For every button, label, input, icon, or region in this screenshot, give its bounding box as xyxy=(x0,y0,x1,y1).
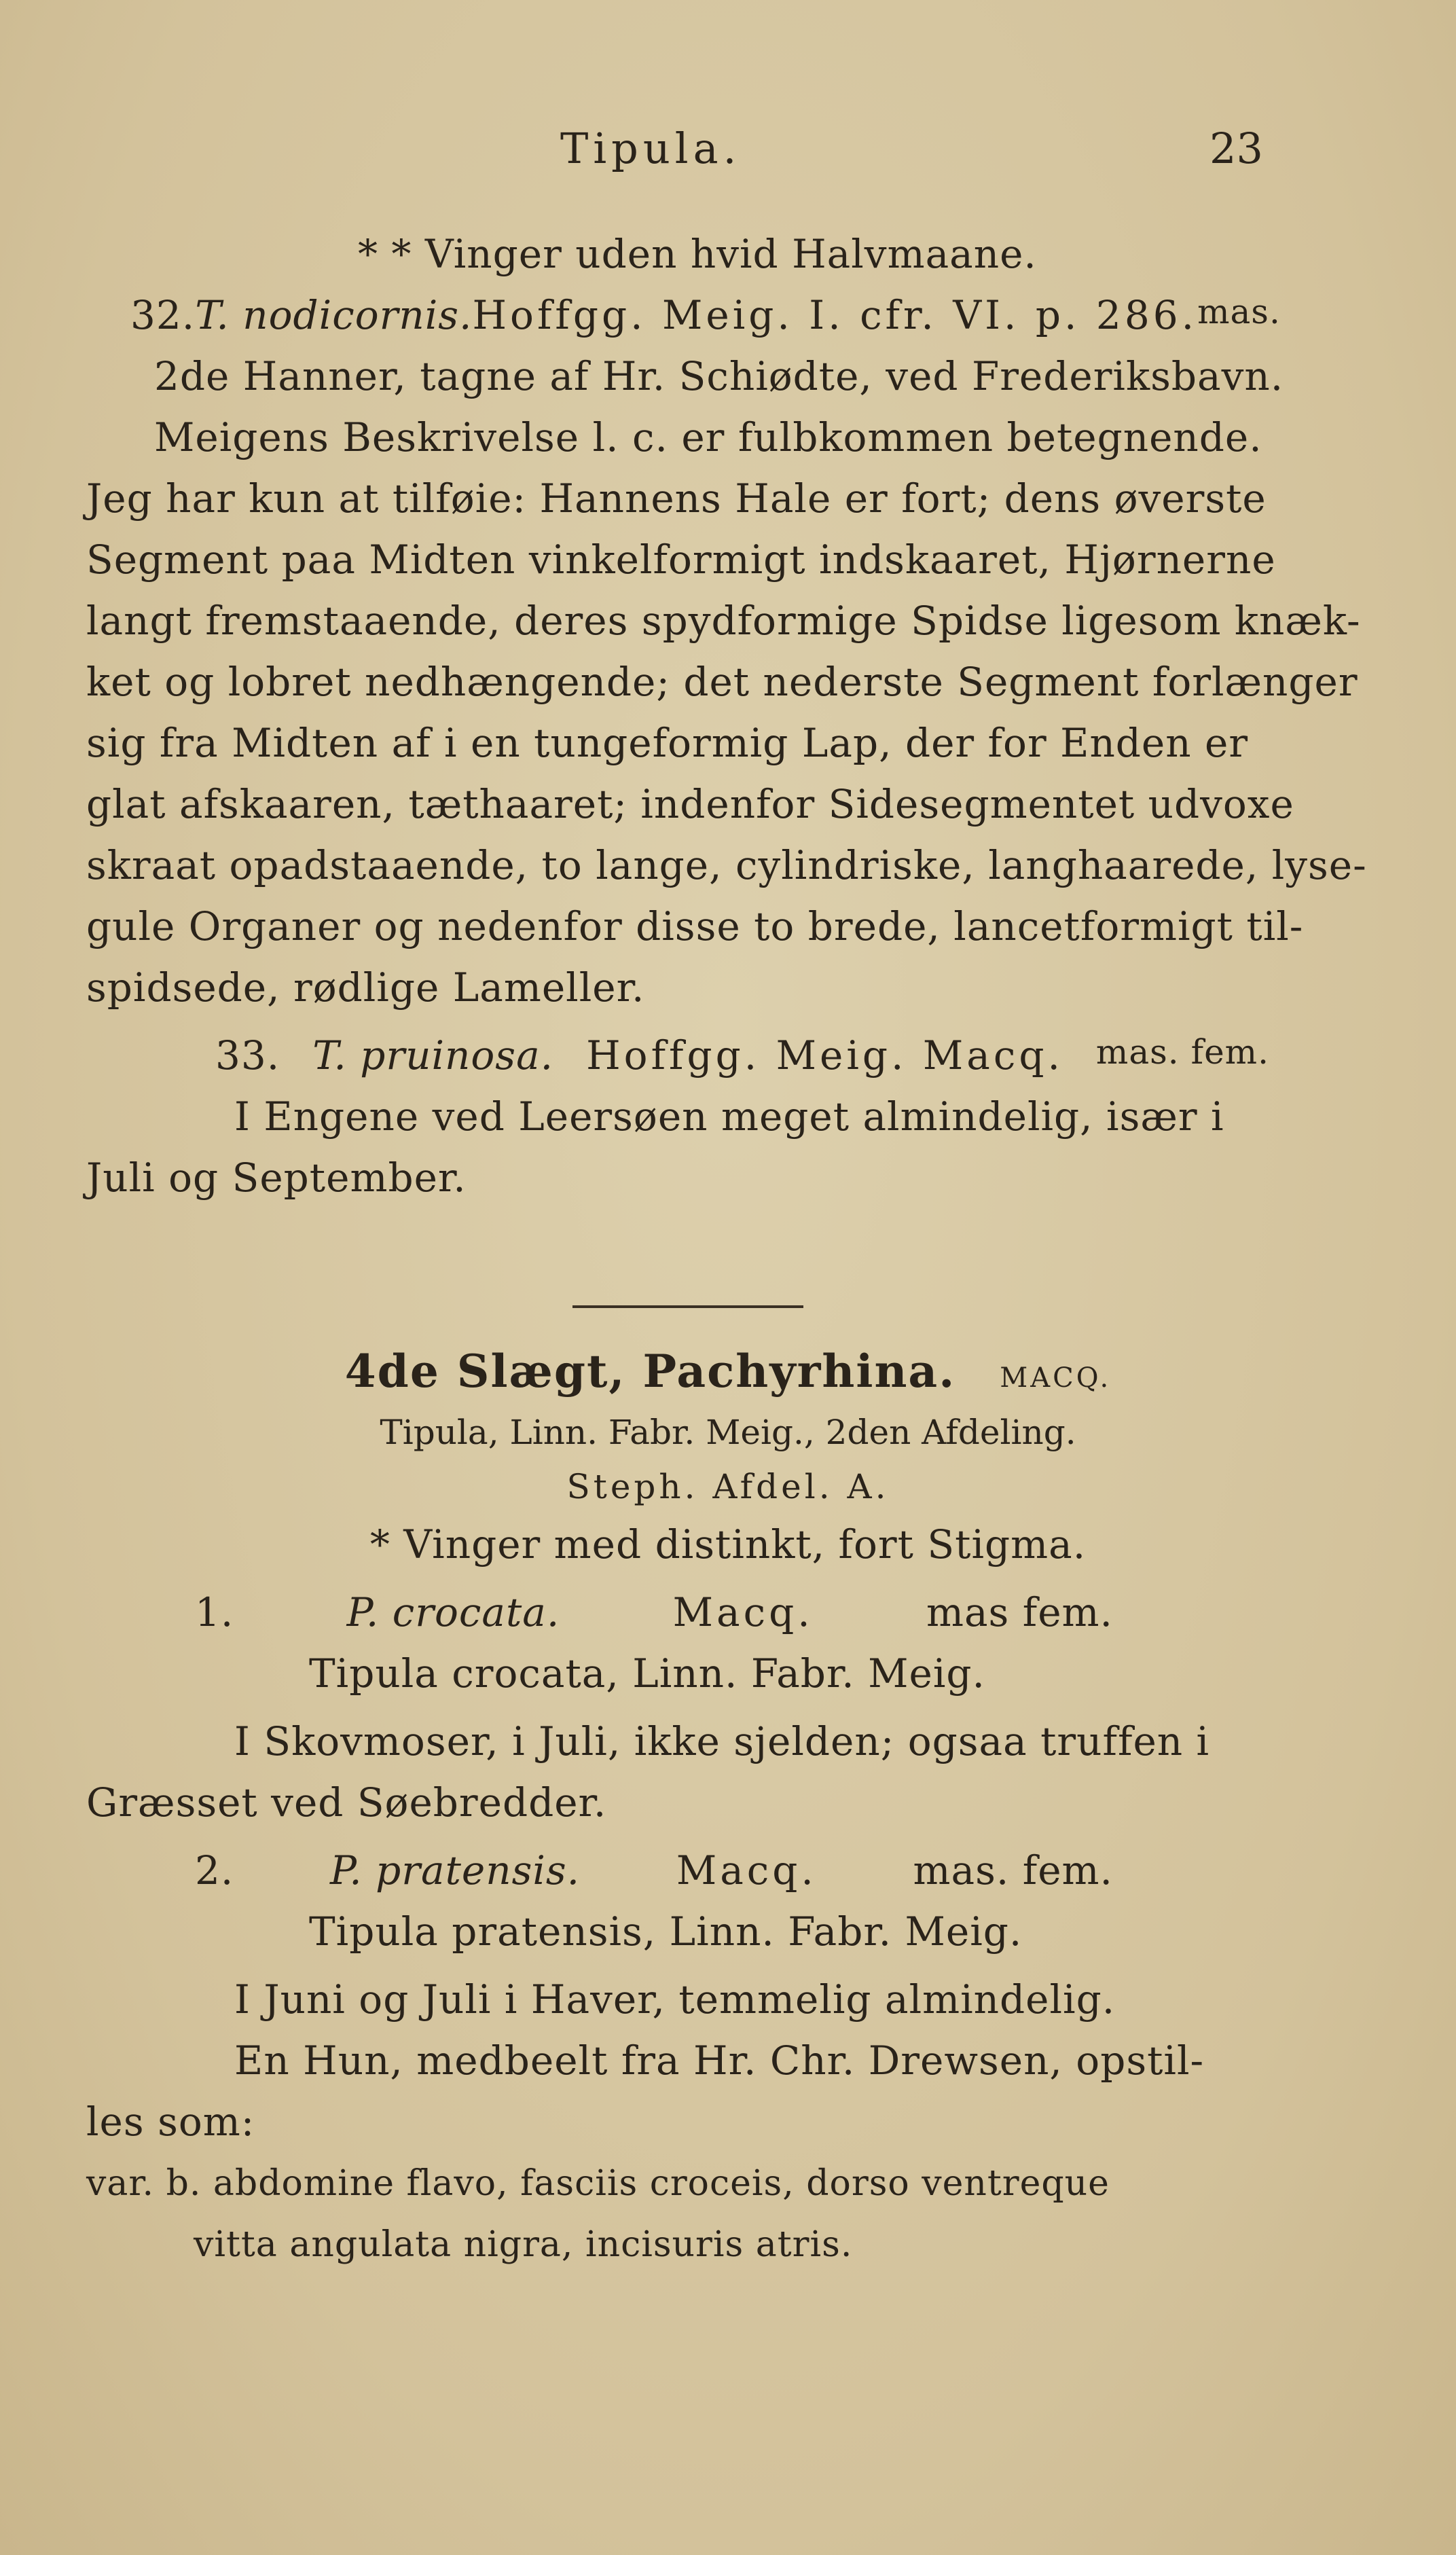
species-name: P. pratensis. xyxy=(330,1847,581,1893)
species-name: T. nodicornis. xyxy=(195,292,473,338)
text-line: Jeg har kun at tilføie: Hannens Hale er fort; dens øverste xyxy=(86,475,1267,522)
variety-description: var. b. abdomine flavo, fasciis croceis, dorso ventreque xyxy=(86,2163,1110,2204)
genus-heading xyxy=(0,1345,1456,1398)
text-line: I Engene ved Leersøen meget almindelig, især i xyxy=(234,1093,1224,1140)
text-line: sig fra Midten af i en tungeformig Lap, der for Enden er xyxy=(86,720,1249,766)
text-line: I Juni og Juli i Haver, temmelig almindelig. xyxy=(234,1976,1116,2023)
variety-description: vitta angulata nigra, incisuris atris. xyxy=(194,2224,853,2265)
text-line: ket og lobret nedhængende; det nederste Segment forlænger xyxy=(86,659,1358,705)
text-line: En Hun, medbeelt fra Hr. Chr. Drewsen, opstil- xyxy=(234,2037,1205,2084)
section-divider xyxy=(572,1305,803,1308)
synonymy-line: Tipula crocata, Linn. Fabr. Meig. xyxy=(309,1650,985,1697)
text-line: 2de Hanner, tagne af Hr. Schiødte, ved Frederiksbavn. xyxy=(154,353,1284,399)
section-heading: * * Vinger uden hvid Halvmaane. xyxy=(358,231,1037,277)
species-entry xyxy=(86,1589,1269,1635)
synonymy-line: Tipula pratensis, Linn. Fabr. Meig. xyxy=(309,1908,1023,1955)
genus-authority: MACQ. xyxy=(1000,1362,1112,1394)
species-sex: mas fem. xyxy=(926,1589,1113,1635)
text-line: Juli og September. xyxy=(86,1155,467,1201)
synonymy-line: Steph. Afdel. A. xyxy=(566,1467,890,1506)
section-heading: * Vinger med distinkt, fort Stigma. xyxy=(369,1521,1087,1568)
synonymy-line: Tipula, Linn. Fabr. Meig., 2den Afdeling. xyxy=(380,1413,1076,1452)
species-entry xyxy=(86,292,1281,338)
species-authority: Hoffgg. Meig. Macq. xyxy=(586,1032,1063,1079)
genus-name: 4de Slægt, Pachyrhina. xyxy=(344,1345,956,1398)
text-line: Græsset ved Søebredder. xyxy=(86,1779,607,1826)
species-name: P. crocata. xyxy=(346,1589,560,1635)
running-title: Tipula. xyxy=(560,124,742,173)
page-number: 23 xyxy=(1209,124,1263,173)
species-entry xyxy=(86,1847,1269,1893)
species-sex: mas. fem. xyxy=(913,1847,1113,1893)
text-line: Meigens Beskrivelse l. c. er fulbkommen betegnende. xyxy=(154,414,1262,460)
text-line: glat afskaaren, tæthaaret; indenfor Sidesegmentet udvoxe xyxy=(86,781,1294,827)
species-number: 2. xyxy=(195,1847,234,1893)
species-authority: Hoffgg. Meig. I. cfr. VI. p. 286. xyxy=(472,292,1198,338)
species-number: 33. xyxy=(215,1032,280,1079)
text-line: spidsede, rødlige Lameller. xyxy=(86,964,645,1011)
text-line: les som: xyxy=(86,2099,255,2145)
text-line: Segment paa Midten vinkelformigt indskaaret, Hjørnerne xyxy=(86,537,1276,583)
species-entry xyxy=(86,1032,1269,1079)
species-authority: Macq. xyxy=(672,1589,814,1635)
text-line: gule Organer og nedenfor disse to brede, lancetformigt til- xyxy=(86,903,1304,949)
text-line: skraat opadstaaende, to lange, cylindriske, langhaarede, lyse- xyxy=(86,842,1367,888)
species-number: 1. xyxy=(195,1589,234,1635)
text-line: I Skovmoser, i Juli, ikke sjelden; ogsaa truffen i xyxy=(234,1718,1210,1764)
species-authority: Macq. xyxy=(676,1847,817,1893)
species-name: T. pruinosa. xyxy=(312,1032,554,1079)
species-sex: mas. xyxy=(1197,292,1281,331)
text-line: langt fremstaaende, deres spydformige Spidse ligesom knæk- xyxy=(86,598,1361,644)
species-sex: mas. fem. xyxy=(1095,1032,1269,1072)
species-number: 32. xyxy=(130,292,196,338)
